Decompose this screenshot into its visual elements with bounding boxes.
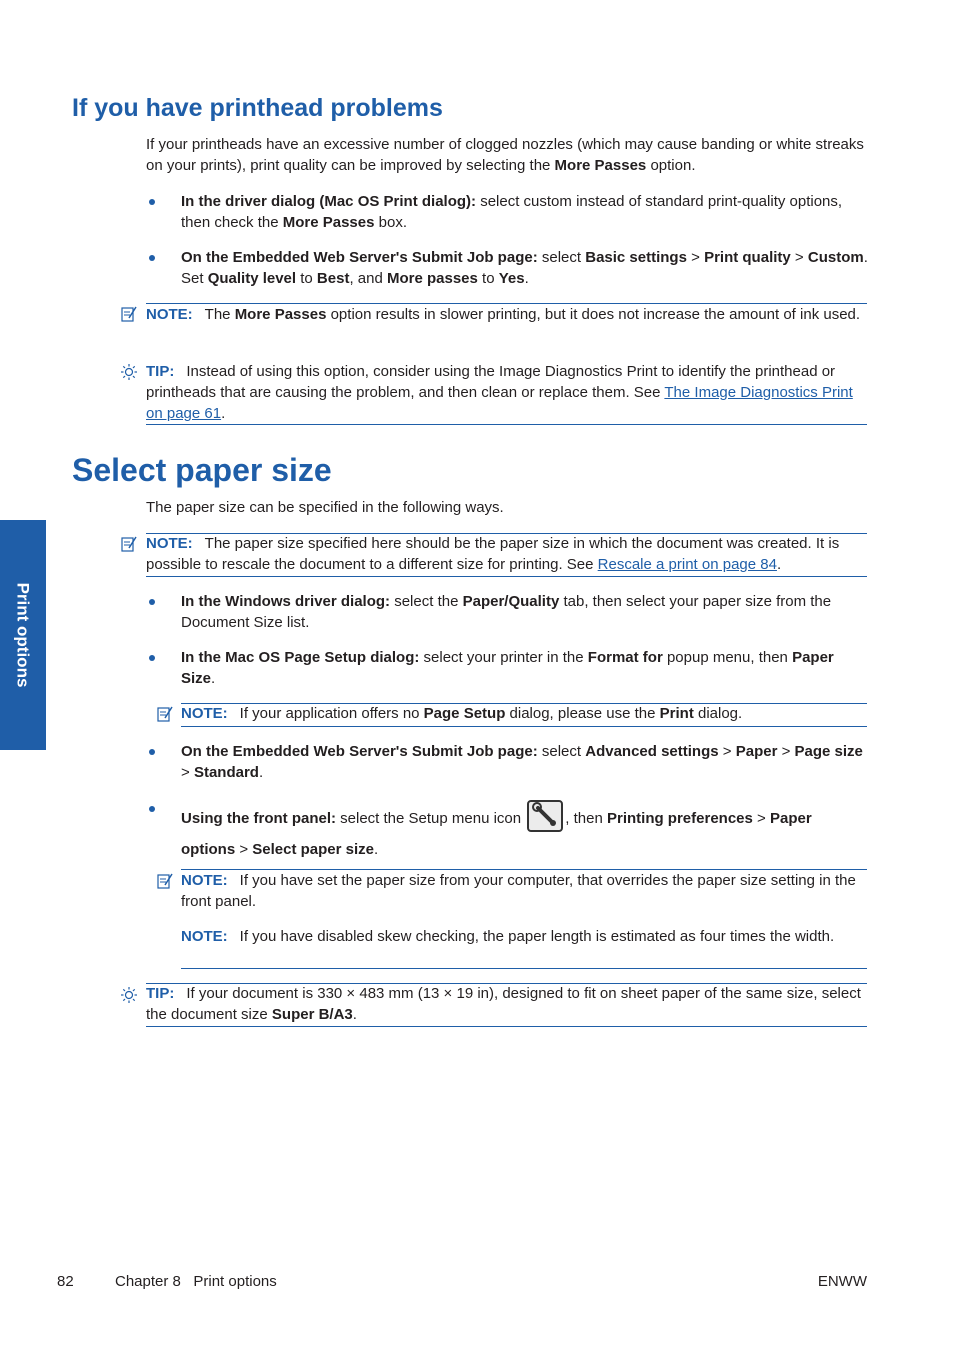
note-icon <box>120 305 138 323</box>
note-bottom-rule <box>181 726 867 727</box>
bullet-dot <box>149 749 155 755</box>
tip-image-diagnostics: TIP: Instead of using this option, consider using the Image Diagnostics Print to identify the printhead or printheads that are causing the problem, and then clean or replace them. See The Image Diagnostics Print on page 61. <box>146 363 853 422</box>
note-front-panel-override: NOTE: If you have set the paper size from your computer, that overrides the paper size setting in the front panel. <box>181 872 856 910</box>
side-tab-label: Print options <box>13 582 33 688</box>
chapter-side-tab <box>0 520 46 750</box>
tip-bottom-rule <box>146 1026 867 1027</box>
link-rescale-print[interactable]: Rescale a print on page 84 <box>597 556 777 573</box>
tip-icon <box>120 986 138 1004</box>
page-number: 82 <box>57 1273 74 1290</box>
note-icon <box>156 705 174 723</box>
printhead-intro-paragraph: If your printheads have an excessive number of clogged nozzles (which may cause banding or white streaks on your prints), print quality can be improved by selecting the More Passes option. <box>146 136 864 174</box>
note-icon <box>120 535 138 553</box>
section-heading-select-paper-size: Select paper size <box>72 452 332 488</box>
note-icon <box>156 872 174 890</box>
link-image-diagnostics-print[interactable]: The Image Diagnostics Print on page 61 <box>146 384 853 422</box>
section-heading-printhead-problems: If you have printhead problems <box>72 94 443 122</box>
note-paper-size-created: NOTE: The paper size specified here should be the paper size in which the document was created. It is possible to rescale the document to a different size for printing. See Rescale a print on page 84. <box>146 535 840 573</box>
note-bottom-rule <box>146 576 867 577</box>
bullet-dot <box>149 655 155 661</box>
tip-icon <box>120 363 138 381</box>
footer-chapter: Chapter 8 Print options <box>115 1273 277 1290</box>
bullet-dot <box>149 599 155 605</box>
list-item-mac-page-setup: In the Mac OS Page Setup dialog: select your printer in the Format for popup menu, then Paper Size. <box>146 647 868 689</box>
list-item-ews-submit-job: On the Embedded Web Server's Submit Job page: select Basic settings > Print quality > Custom. Set Quality level to Best, and More passes to Yes. <box>146 247 868 289</box>
footer-enww: ENWW <box>817 1273 867 1290</box>
bullet-dot <box>149 199 155 205</box>
bullet-dot <box>149 806 155 812</box>
wrench-icon <box>527 800 563 832</box>
bullet-dot <box>149 255 155 261</box>
list-item-front-panel: Using the front panel: select the Setup menu icon , then Printing preferences > Paper options > Select paper size. <box>146 803 868 865</box>
list-item-ews-advanced: On the Embedded Web Server's Submit Job page: select Advanced settings > Paper > Page size > Standard. <box>146 741 868 783</box>
note-bottom-rule <box>181 968 867 969</box>
list-item-windows-driver: In the Windows driver dialog: select the Paper/Quality tab, then select your paper size from the Document Size list. <box>146 591 868 633</box>
note-more-passes: NOTE: The More Passes option results in slower printing, but it does not increase the amount of ink used. <box>146 306 861 323</box>
list-item-driver-dialog: In the driver dialog (Mac OS Print dialog): select custom instead of standard print-quality options, then check the More Passes box. <box>146 191 868 233</box>
paper-size-intro: The paper size can be specified in the following ways. <box>146 499 504 516</box>
note-skew-checking: NOTE: If you have disabled skew checking, the paper length is estimated as four times the width. <box>181 928 835 945</box>
tip-super-b-a3: TIP: If your document is 330 × 483 mm (13 × 19 in), designed to fit on sheet paper of the same size, select the document size Super B/A3. <box>146 985 861 1023</box>
note-page-setup: NOTE: If your application offers no Page Setup dialog, please use the Print dialog. <box>181 705 743 722</box>
tip-bottom-rule <box>146 424 867 425</box>
